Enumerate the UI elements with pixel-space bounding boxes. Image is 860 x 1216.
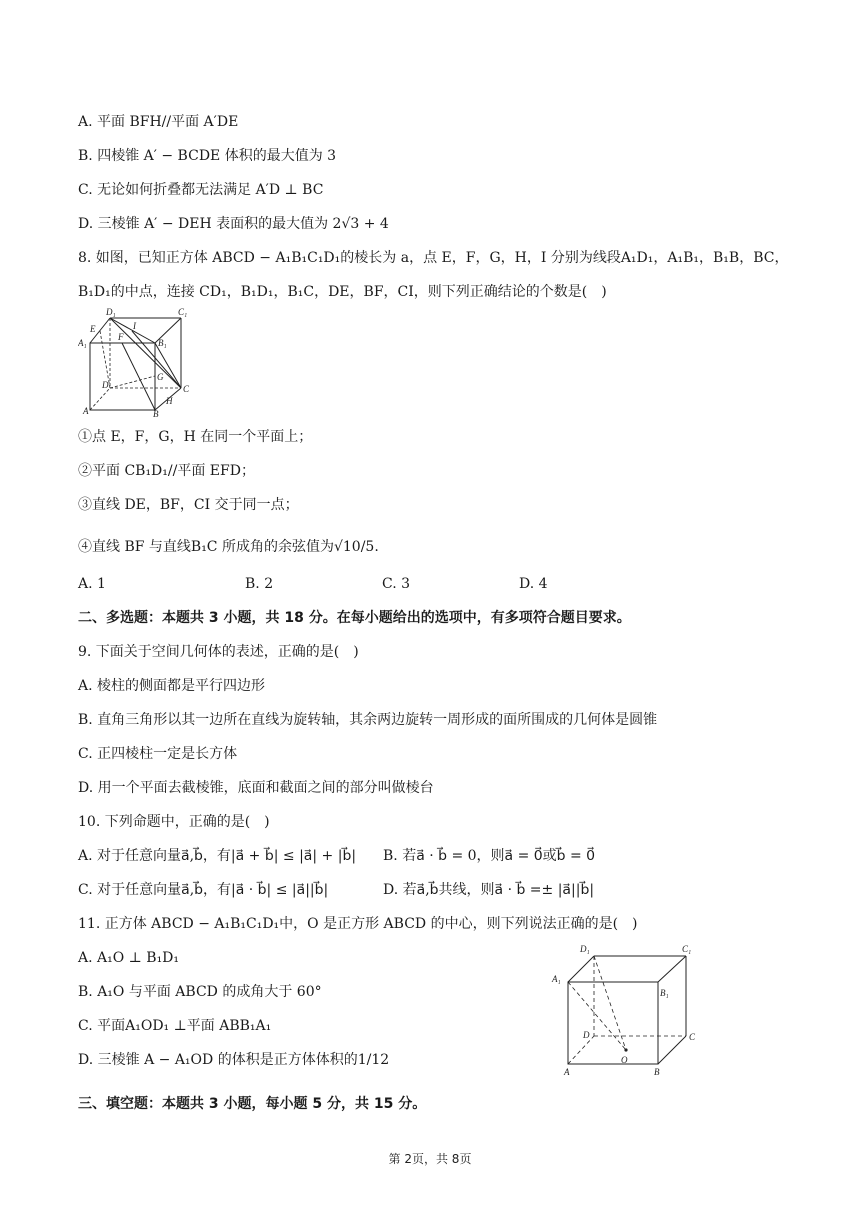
q11-cube-figure: [550, 940, 700, 1076]
q8-fig-label: A: [83, 406, 89, 416]
q9-option-a: A. 棱柱的侧面都是平行四边形: [78, 678, 266, 694]
q11-fig-label: D: [583, 1030, 590, 1040]
q8-option-d: D. 4: [519, 576, 548, 592]
q11-fig-label: B₁: [660, 988, 669, 998]
q8-statement-2: ②平面 CB₁D₁//平面 EFD；: [78, 463, 255, 479]
q8-fig-label: C₁: [178, 307, 188, 317]
q9-option-d: D. 用一个平面去截棱锥，底面和截面之间的部分叫做棱台: [78, 780, 434, 796]
q8-fig-label: D: [102, 380, 109, 390]
q8-statement-1: ①点 E，F，G，H 在同一个平面上；: [78, 429, 313, 445]
section-2-heading: 二、多选题：本题共 3 小题，共 18 分。在每小题给出的选项中，有多项符合题目要求。: [78, 610, 631, 626]
q11-option-d: D. 三棱锥 A − A₁OD 的体积是正方体体积的1/12: [78, 1052, 390, 1068]
q11-fig-label: A: [564, 1067, 570, 1076]
q11-fig-label: A₁: [552, 974, 561, 984]
q11-fig-label: D₁: [580, 944, 590, 954]
page-footer: 第 2页，共 8页: [388, 1152, 472, 1166]
q8-fig-label: B₁: [158, 338, 167, 348]
q8-statement-4: ④直线 BF 与直线B₁C 所成角的余弦值为√10/5.: [78, 539, 379, 555]
q8-fig-label: F: [118, 332, 124, 342]
q8-option-a: A. 1: [78, 576, 106, 592]
q8-statement-3: ③直线 DE，BF，CI 交于同一点；: [78, 497, 299, 513]
q9-stem: 9. 下面关于空间几何体的表述，正确的是( ): [78, 644, 359, 660]
q11-fig-label: C: [689, 1032, 696, 1042]
q8-fig-label: H: [166, 396, 173, 406]
q8-fig-label: C: [183, 384, 190, 394]
section-3-heading: 三、填空题：本题共 3 小题，每小题 5 分，共 15 分。: [78, 1096, 427, 1112]
q11-fig-label: B: [654, 1067, 660, 1076]
q11-fig-label: O: [621, 1055, 628, 1065]
q11-option-b: B. A₁O 与平面 ABCD 的成角大于 60°: [78, 984, 322, 1000]
q8-fig-label: I: [133, 321, 136, 331]
q8-cube-figure: [78, 306, 202, 418]
q8-fig-label: G: [157, 372, 164, 382]
q8-option-c: C. 3: [382, 576, 411, 592]
q11-option-a: A. A₁O ⊥ B₁D₁: [78, 950, 180, 966]
q7-option-b: B. 四棱锥 A′ − BCDE 体积的最大值为 3: [78, 148, 337, 164]
q10-stem: 10. 下列命题中，正确的是( ): [78, 814, 270, 830]
q8-stem-line1: 8. 如图，已知正方体 ABCD − A₁B₁C₁D₁的棱长为 a，点 E，F，G，H，I 分别为线段A₁D₁，A₁B₁，B₁B，BC，: [78, 250, 789, 266]
q11-stem: 11. 正方体 ABCD − A₁B₁C₁D₁中，O 是正方形 ABCD 的中心，则下列说法正确的是( ): [78, 916, 638, 932]
q11-option-c: C. 平面A₁OD₁ ⊥平面 ABB₁A₁: [78, 1018, 272, 1034]
q10-option-a: A. 对于任意向量a⃗,b⃗，有|a⃗ + b⃗| ≤ |a⃗| + |b⃗|: [78, 848, 357, 864]
q8-fig-label: A₁: [78, 338, 87, 348]
q8-fig-label: D₁: [106, 307, 116, 317]
q8-option-b: B. 2: [245, 576, 274, 592]
q8-fig-label: E: [90, 324, 96, 334]
q9-option-b: B. 直角三角形以其一边所在直线为旋转轴，其余两边旋转一周形成的面所围成的几何体是圆锥: [78, 712, 658, 728]
q11-fig-label: C₁: [682, 944, 692, 954]
q8-fig-label: B: [153, 409, 159, 418]
q8-stem-line2: B₁D₁的中点，连接 CD₁，B₁D₁，B₁C，DE，BF，CI，则下列正确结论的个数是( ): [78, 284, 607, 300]
q10-option-d: D. 若a⃗,b⃗共线，则a⃗ · b⃗ =± |a⃗||b⃗|: [383, 882, 595, 898]
q7-option-c: C. 无论如何折叠都无法满足 A′D ⊥ BC: [78, 182, 324, 198]
q7-option-d: D. 三棱锥 A′ − DEH 表面积的最大值为 2√3 + 4: [78, 216, 389, 232]
q10-option-b: B. 若a⃗ · b⃗ = 0，则a⃗ = 0⃗或b⃗ = 0⃗: [383, 848, 596, 864]
q7-option-a: A. 平面 BFH//平面 A′DE: [78, 114, 239, 130]
q9-option-c: C. 正四棱柱一定是长方体: [78, 746, 238, 762]
q10-option-c: C. 对于任意向量a⃗,b⃗，有|a⃗ · b⃗| ≤ |a⃗||b⃗|: [78, 882, 329, 898]
